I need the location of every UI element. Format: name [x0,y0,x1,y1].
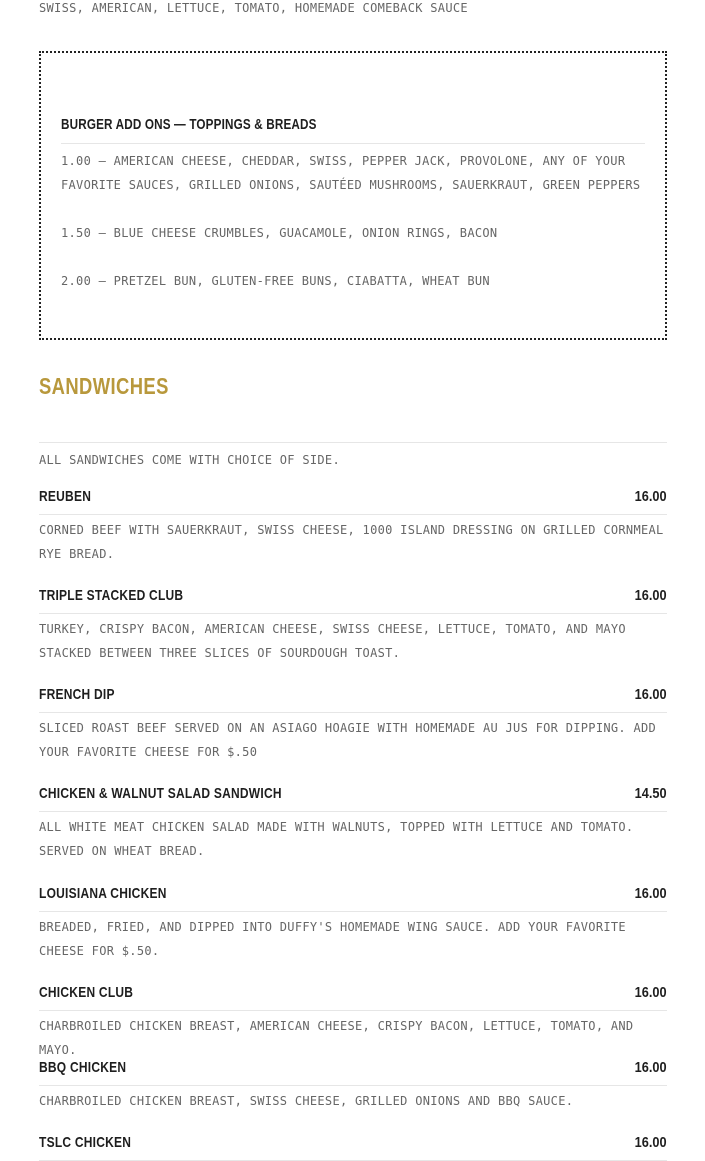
menu-item-description: TURKEY, CRISPY BACON, AMERICAN CHEESE, SWISS CHEESE, LETTUCE, TOMATO, AND MAYO STACKED BETWEEN THREE SLICES OF SOURDOUGH TOAST. [39,622,626,660]
menu-item-description: BREADED, FRIED, AND DIPPED INTO DUFFY'S HOMEMADE WING SAUCE. ADD YOUR FAVORITE CHEESE FOR $.50. [39,920,626,958]
section-title-sandwiches: SANDWICHES [39,373,169,399]
menu-item-price: 16.00 [635,686,667,703]
addons-line-1: 1.00 — AMERICAN CHEESE, CHEDDAR, SWISS, PEPPER JACK, PROVOLONE, ANY OF YOUR FAVORITE SAUCES, GRILLED ONIONS, SAUTÉED MUSHROOMS, SAUERKRAUT, GREEN PEPPERS [61,154,641,192]
section-intro: ALL SANDWICHES COME WITH CHOICE OF SIDE. [39,453,340,467]
menu-item-header [39,1130,667,1161]
addons-title: BURGER ADD ONS — TOPPINGS & BREADS [61,116,317,133]
menu-item-header [39,881,667,912]
menu-item-description: CHARBROILED CHICKEN BREAST, AMERICAN CHEESE, CRISPY BACON, LETTUCE, TOMATO, AND MAYO. [39,1019,634,1057]
menu-item-price: 16.00 [635,885,667,902]
menu-item-description: CHARBROILED CHICKEN BREAST, SWISS CHEESE, GRILLED ONIONS AND BBQ SAUCE. [39,1094,574,1108]
menu-item-header [39,1055,667,1086]
menu-item-header [39,781,667,812]
menu-item-header [39,583,667,614]
menu-item-price: 16.00 [635,1059,667,1076]
addons-line-3: 2.00 — PRETZEL BUN, GLUTEN-FREE BUNS, CIABATTA, WHEAT BUN [61,274,490,288]
menu-item-name: TRIPLE STACKED CLUB [39,587,184,604]
menu-item-name: REUBEN [39,488,92,505]
menu-item-price: 16.00 [635,984,667,1001]
menu-item-header [39,484,667,515]
menu-item [39,682,667,764]
menu-item-description: CORNED BEEF WITH SAUERKRAUT, SWISS CHEESE, 1000 ISLAND DRESSING ON GRILLED CORNMEAL RYE BREAD. [39,523,664,561]
menu-item-description: SLICED ROAST BEEF SERVED ON AN ASIAGO HOAGIE WITH HOMEMADE AU JUS FOR DIPPING. ADD YOUR FAVORITE CHEESE FOR $.50 [39,721,657,759]
previous-item-description: SWISS, AMERICAN, LETTUCE, TOMATO, HOMEMADE COMEBACK SAUCE [39,1,468,15]
menu-item [39,781,667,863]
menu-item [39,484,667,566]
menu-item [39,881,667,963]
menu-item-description: ALL WHITE MEAT CHICKEN SALAD MADE WITH WALNUTS, TOPPED WITH LETTUCE AND TOMATO. SERVED ON WHEAT BREAD. [39,820,634,858]
menu-item-name: BBQ CHICKEN [39,1059,127,1076]
menu-item-price: 16.00 [635,587,667,604]
menu-item [39,1055,667,1113]
menu-item [39,980,667,1062]
menu-item-name: FRENCH DIP [39,686,115,703]
menu-item [39,1130,667,1161]
menu-item-price: 16.00 [635,488,667,505]
menu-item-name: TSLC CHICKEN [39,1134,132,1151]
menu-item-price: 16.00 [635,1134,667,1151]
divider [39,442,667,443]
menu-item-name: CHICKEN CLUB [39,984,134,1001]
addons-line-2: 1.50 — BLUE CHEESE CRUMBLES, GUACAMOLE, ONION RINGS, BACON [61,226,498,240]
menu-item [39,583,667,665]
menu-item-name: CHICKEN & WALNUT SALAD SANDWICH [39,785,282,802]
menu-item-name: LOUISIANA CHICKEN [39,885,167,902]
menu-item-price: 14.50 [635,785,667,802]
addons-header-row [61,113,645,144]
burger-addons-box [39,51,667,340]
menu-item-header [39,682,667,713]
menu-item-header [39,980,667,1011]
